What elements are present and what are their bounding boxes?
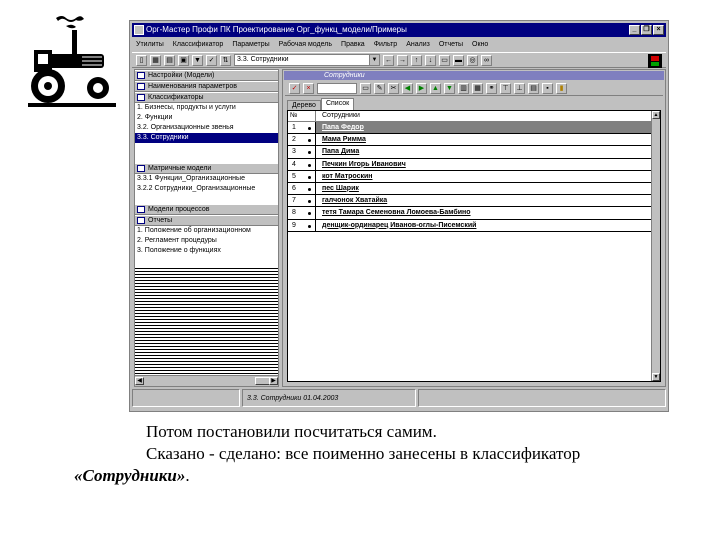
tool-print-icon[interactable]: ▤	[164, 55, 175, 66]
tool-delete-icon[interactable]: ×	[303, 83, 314, 94]
section-process-models-label: Модели процессов	[148, 206, 210, 213]
table-row[interactable]	[288, 207, 660, 219]
row-marker-icon	[308, 212, 311, 215]
menu-parameters[interactable]: Параметры	[232, 41, 270, 48]
tool-binoculars-icon[interactable]: ∞	[481, 55, 492, 66]
folder-icon	[137, 72, 145, 79]
section-classifiers[interactable]	[135, 92, 278, 103]
column-header-number[interactable]: №	[288, 111, 316, 121]
tool-save-small-icon[interactable]: ▪	[542, 83, 553, 94]
tool-right-icon[interactable]: →	[399, 56, 406, 64]
table-body	[288, 122, 660, 232]
view-tabs	[287, 98, 354, 110]
row-number-text: 6	[292, 184, 296, 192]
folder-icon	[137, 94, 145, 101]
menu-analysis[interactable]: Анализ	[406, 41, 430, 48]
tool-paste-icon[interactable]: ▬	[455, 56, 462, 64]
table-row[interactable]	[288, 220, 660, 232]
close-button[interactable]: ×	[653, 25, 664, 35]
row-number	[288, 146, 316, 157]
title-bar[interactable]	[132, 23, 666, 37]
folder-icon	[137, 83, 145, 90]
employee-name[interactable]: тетя Тамара Семеновна Ломоева-Бамбино	[322, 209, 471, 217]
row-marker-icon	[308, 188, 311, 191]
tool-copy-icon[interactable]: ▭	[439, 55, 450, 66]
tool-arrow-right-icon[interactable]: ▶	[416, 83, 427, 94]
list-spacer	[135, 143, 278, 153]
employee-name[interactable]: Мама Римма	[322, 136, 366, 144]
menu-reports[interactable]: Отчеты	[438, 41, 464, 48]
navigator-pane	[134, 69, 279, 387]
list-spacer	[135, 153, 278, 163]
section-classifiers-label: Классификаторы	[148, 94, 204, 101]
list-item-report-1[interactable]: 1. Положение об организационном	[137, 227, 251, 234]
status-bar	[132, 389, 666, 409]
tool-tree-icon[interactable]: ⊤	[500, 83, 511, 94]
employees-window	[282, 69, 666, 387]
section-reports[interactable]	[135, 215, 278, 226]
tool-exit-icon[interactable]: ▮	[556, 83, 567, 94]
chevron-down-icon[interactable]: ▼	[369, 55, 379, 65]
status-pane-empty	[132, 389, 240, 407]
table-row[interactable]	[288, 134, 660, 146]
tool-doc-icon[interactable]: ▤	[528, 83, 539, 94]
tool-table-icon[interactable]: ▦	[472, 83, 483, 94]
scroll-left-icon[interactable]: ◀	[135, 377, 144, 385]
list-item-matrix-1[interactable]: 3.3.1 Функции_Организационные	[137, 175, 245, 182]
tool-link-icon[interactable]: ⚭	[486, 83, 497, 94]
caption-line-2: Сказано - сделано: все поименно занесены в классификатор	[146, 444, 581, 463]
employee-name[interactable]: Печкин Игорь Иванович	[322, 160, 406, 168]
app-icon[interactable]	[134, 25, 144, 35]
tool-arrow-up-icon[interactable]: ▲	[430, 83, 441, 94]
menu-bar	[132, 38, 666, 51]
row-marker-icon	[308, 151, 311, 154]
row-number-text: 2	[292, 136, 296, 144]
menu-classifier[interactable]: Классификатор	[172, 41, 224, 48]
section-settings-label: Настройки (Модели)	[148, 72, 215, 79]
folder-icon	[137, 217, 145, 224]
row-number	[288, 171, 316, 182]
list-item-classifier-4[interactable]: 3.3. Сотрудники	[135, 133, 278, 143]
table-row[interactable]	[288, 183, 660, 195]
tool-pin-icon[interactable]: ⊥	[514, 83, 525, 94]
tool-chart-icon[interactable]: ▥	[458, 83, 469, 94]
row-number-text: 5	[292, 172, 296, 180]
scroll-right-icon[interactable]: ▶	[269, 377, 278, 385]
tool-edit-icon[interactable]: ✎	[374, 83, 385, 94]
menu-utilities[interactable]: Утилиты	[136, 41, 164, 48]
logo-flag-icon	[648, 54, 662, 68]
row-marker-icon	[308, 127, 311, 130]
tool-check-icon[interactable]: ✓	[206, 55, 217, 66]
status-pane-empty	[418, 389, 666, 407]
tool-sort-icon[interactable]: ⇅	[220, 55, 231, 66]
employee-name[interactable]: Папа Дима	[322, 148, 360, 156]
folder-icon	[137, 206, 145, 213]
table-header	[288, 111, 660, 122]
search-input[interactable]	[317, 83, 357, 94]
caption-emphasis: «Сотрудники»	[74, 466, 186, 485]
row-number-text: 4	[292, 160, 296, 168]
status-text: 3.3. Сотрудники 01.04.2003	[242, 389, 416, 407]
tab-list[interactable]: Список	[321, 98, 354, 110]
tab-tree[interactable]: Дерево	[287, 100, 321, 110]
section-param-names[interactable]	[135, 81, 278, 92]
tool-save-icon[interactable]: ▦	[150, 55, 161, 66]
employee-name[interactable]: Папа Федор	[316, 122, 658, 133]
tractor-logo-icon	[26, 14, 118, 108]
window-title: Орг-Мастер Профи ПК Проектирование Орг_функц_модели/Примеры	[146, 25, 407, 34]
folder-icon	[137, 165, 145, 172]
section-matrix-models[interactable]	[135, 163, 278, 174]
row-number-text: 9	[292, 221, 296, 229]
row-number	[288, 134, 316, 145]
section-settings[interactable]	[135, 70, 278, 81]
tool-arrow-down-icon[interactable]: ▼	[444, 83, 455, 94]
tool-checkmark-icon[interactable]: ✓	[289, 83, 300, 94]
tool-preview-icon[interactable]: ▣	[178, 55, 189, 66]
main-toolbar	[132, 52, 666, 68]
row-number	[288, 183, 316, 194]
row-marker-icon	[308, 164, 311, 167]
menu-work-model[interactable]: Рабочая модель	[278, 41, 333, 48]
horizontal-scrollbar[interactable]	[135, 375, 278, 386]
list-item-classifier-1[interactable]: 1. Бизнесы, продукты и услуги	[137, 104, 236, 111]
table-row[interactable]	[288, 146, 660, 158]
classifier-combo-value: 3.3. Сотрудники	[237, 56, 289, 63]
employee-name[interactable]: денщик-ординарец Иванов-оглы-Писемский	[322, 221, 477, 229]
row-marker-icon	[308, 225, 311, 228]
maximize-button[interactable]: ❐	[641, 25, 652, 35]
table-row[interactable]	[288, 159, 660, 171]
list-item-report-3[interactable]: 3. Положение о функциях	[137, 247, 221, 254]
row-marker-icon	[308, 139, 311, 142]
row-marker-icon	[308, 200, 311, 203]
employees-table	[287, 110, 661, 382]
tool-folder-icon[interactable]: ▭	[360, 83, 371, 94]
child-title[interactable]: Сотрудники	[284, 71, 664, 80]
section-process-models[interactable]	[135, 204, 278, 215]
employee-name[interactable]: кот Матроскин	[322, 172, 373, 180]
empty-area-pattern	[135, 266, 278, 374]
scroll-up-icon[interactable]: ▲	[653, 112, 659, 118]
caption-text	[74, 421, 694, 487]
caption-tail: .	[185, 466, 190, 485]
child-toolbar	[285, 81, 663, 96]
vertical-scrollbar[interactable]	[651, 111, 660, 381]
section-matrix-models-label: Матричные модели	[148, 165, 212, 172]
row-number	[288, 207, 316, 218]
table-row[interactable]	[288, 122, 660, 134]
row-number	[288, 122, 316, 133]
row-marker-icon	[308, 176, 311, 179]
menu-window[interactable]: Окно	[472, 41, 489, 48]
list-item-classifier-3[interactable]: 3.2. Организационные звенья	[137, 124, 234, 131]
column-header-employees[interactable]: Сотрудники	[322, 112, 360, 119]
list-item-classifier-2[interactable]: 2. Функции	[137, 114, 173, 121]
minimize-button[interactable]: _	[629, 25, 640, 35]
row-number-text: 8	[292, 209, 296, 217]
app-window	[129, 20, 669, 412]
tool-find-icon[interactable]: ◎	[467, 55, 478, 66]
employee-name[interactable]: галчонок Хватайка	[322, 197, 388, 205]
menu-edit[interactable]: Правка	[341, 41, 365, 48]
row-number	[288, 220, 316, 231]
classifier-combo[interactable]	[234, 54, 380, 66]
list-item-matrix-2[interactable]: 3.2.2 Сотрудники_Организационные	[137, 185, 256, 192]
row-number-text: 3	[292, 148, 296, 156]
row-number-text: 1	[292, 124, 296, 131]
tool-up-icon[interactable]: ↑	[411, 55, 422, 66]
menu-filter[interactable]: Фильтр	[373, 41, 398, 48]
row-number	[288, 159, 316, 170]
row-number	[288, 195, 316, 206]
employee-name[interactable]: пес Шарик	[322, 184, 359, 192]
caption-line-3	[74, 466, 190, 485]
scroll-down-icon[interactable]: ▼	[653, 374, 659, 380]
tool-filter-icon[interactable]: ▼	[192, 55, 203, 66]
list-spacer	[135, 194, 278, 204]
row-number-text: 7	[292, 197, 296, 205]
section-reports-label: Отчеты	[148, 217, 173, 224]
tool-cut-icon[interactable]: ✂	[388, 83, 399, 94]
section-param-names-label: Наименования параметров	[148, 83, 238, 90]
table-row[interactable]	[288, 195, 660, 207]
tool-arrow-left-icon[interactable]: ◀	[402, 83, 413, 94]
list-item-report-2[interactable]: 2. Регламент процедуры	[137, 237, 217, 244]
tool-down-icon[interactable]: ↓	[425, 55, 436, 66]
tool-open-icon[interactable]: ▯	[136, 55, 147, 66]
table-row[interactable]	[288, 171, 660, 183]
tool-left-icon[interactable]: ←	[385, 56, 392, 64]
caption-line-1: Потом постановили посчитаться самим.	[146, 422, 437, 441]
